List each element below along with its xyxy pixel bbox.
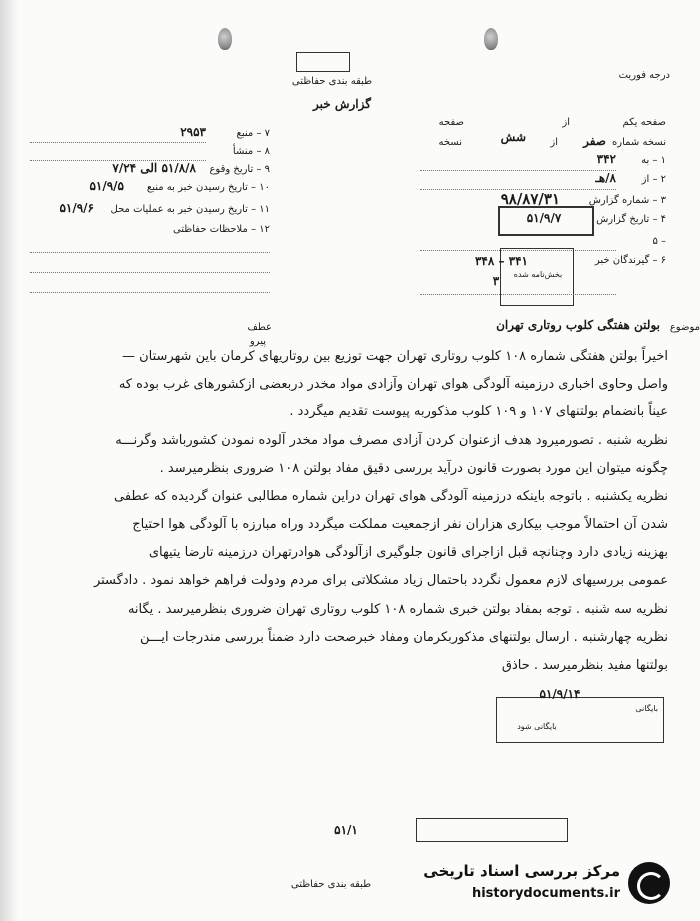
recipients-value-2: ۳	[492, 274, 500, 288]
body-line-5: چگونه میتوان این مورد بصورت قانون درآید بررسی دقیق مفاد بولتن ۱۰۸ ضروری بنظرمیرسد .	[159, 461, 668, 476]
item5-label: ۵ –	[652, 236, 666, 247]
margin-note-2: پیرو	[249, 336, 266, 347]
archive-logo-icon	[628, 862, 670, 904]
footer-stamp-box	[416, 818, 568, 842]
classification-top: طبقه بندی حفاظتی	[291, 76, 373, 87]
margin-note: عطف	[247, 322, 272, 333]
source-line	[30, 142, 206, 143]
copy-total: شش	[500, 130, 526, 144]
copy-value: صفر	[583, 134, 606, 148]
source-value: ۲۹۵۳	[180, 125, 206, 139]
copy-label: نسخه شماره	[612, 137, 666, 148]
recipients-stamp-text: بخش‌نامه شده	[513, 270, 563, 279]
body-line-2: واصل وحاوی اخباری درزمینه آلودگی هوای تهران وآزادی مواد مخدر دربعضی ازکشورهای غرب بوده که	[118, 377, 668, 392]
notes-line-2	[30, 272, 270, 273]
report-date-label: ۴ – تاریخ گزارش	[596, 214, 666, 225]
archive-label-1: بایگانی	[635, 704, 658, 713]
body-line-7: شدن آن احتمالاً موجب بیکاری هزاران نفر ازجمعیت مملکت میگردد وراه مبارزه با آلودگی هوا احتیاج	[132, 517, 668, 532]
archive-label-2: بایگانی شود	[517, 722, 557, 731]
body-line-6: نظریه یکشنبه . باتوجه باینکه درزمینه آلودگی هوای تهران دراین شماره مطالبی عنوان گردیده که عطفی	[114, 489, 668, 504]
document-title: گزارش خبر	[313, 97, 371, 111]
copy-word: نسخه	[438, 137, 462, 148]
notes-line-1	[30, 252, 270, 253]
notes-label: ۱۲ – ملاحظات حفاظتی	[172, 224, 270, 235]
origin-label: ۸ – منشأ	[232, 146, 270, 157]
body-line-8: بهزینه زیادی دارد وچنانچه قبل ازاجرای قانون جلوگیری ازآلودگی هوادرتهران درزمینه تارضا یتیهای	[148, 545, 668, 560]
subject-label: موضوع	[669, 322, 700, 333]
page-word: صفحه	[438, 117, 464, 128]
from-label: ۲ – از	[641, 174, 666, 185]
page-label: صفحه یکم	[622, 117, 666, 128]
to-label: ۱ – به	[641, 155, 666, 166]
watermark-name: مرکز بررسی اسناد تاریخی	[423, 862, 620, 880]
body-line-12: بولتنها مفید بنظرمیرسد . حاذق	[501, 658, 668, 673]
notes-line-3	[30, 292, 270, 293]
footer-stamp-text: ۵۱/۱	[334, 823, 358, 837]
punch-hole-left	[218, 28, 232, 50]
urgency-label: درجه فوریت	[618, 70, 670, 81]
from-value: ۸/هـ	[595, 171, 616, 185]
receipt-ops-label: ۱۱ – تاریخ رسیدن خبر به عملیات محل	[110, 204, 270, 215]
report-number-label: ۳ – شماره گزارش	[588, 195, 666, 206]
body-line-4: نظریه شنبه . تصورمیرود هدف ازعنوان کردن آزادی مصرف مواد مخدر آلوده نمودن کشورباشد وگرنـــه	[115, 433, 668, 448]
body-line-9: عمومی بررسیهای لازم معمول نگردد باحتمال زیاد مشکلاتی برای مردم ودولت فراهم خواهد نمود . دادگستر	[93, 573, 668, 588]
receipt-ops-value: ۵۱/۹/۶	[59, 201, 94, 215]
body-line-3: عیناً بانضمام بولتنهای ۱۰۷ و ۱۰۹ کلوب مذکوربه پیوست تقدیم میگردد .	[289, 404, 668, 419]
body-line-11: نظریه چهارشنبه . ارسال بولتنهای مذکوربکرمان ومفاد خبرصحت دارد ضمناً بررسی مندرجات ایـــن	[140, 630, 668, 645]
scan-edge	[0, 0, 18, 921]
subject-value: بولتن هفتگی کلوب روتاری تهران	[496, 318, 660, 332]
event-date-label: ۹ – تاریخ وقوع	[209, 164, 270, 175]
receipt-source-label: ۱۰ – تاریخ رسیدن خبر به منبع	[146, 182, 270, 193]
copy-of: از	[550, 137, 558, 148]
archive-date: ۵۱/۹/۱۴	[539, 687, 581, 701]
recipients-line	[420, 294, 616, 295]
top-stamp-box	[296, 52, 350, 72]
page-of: از	[562, 117, 570, 128]
recipients-value: ۳۴۸ – ۳۴۱	[474, 254, 528, 268]
event-date-value: ۵۱/۸/۸ الی ۷/۲۴	[112, 161, 196, 175]
punch-hole-right	[484, 28, 498, 50]
body-line-10: نظریه سه شنبه . توجه بمفاد بولتن خبری شماره ۱۰۸ کلوب روتاری تهران ضروری بنظرمیرسد . یگانه	[127, 602, 668, 617]
watermark-site: historydocuments.ir	[471, 886, 620, 901]
report-number-value: ۹۸/۸۷/۳۱	[500, 190, 560, 208]
to-value: ۳۴۲	[596, 152, 616, 166]
source-label: ۷ – منبع	[236, 128, 270, 139]
recipients-label: ۶ – گیرندگان خبر	[594, 255, 666, 266]
body-line-1: اخیراً بولتن هفتگی شماره ۱۰۸ کلوب روتاری تهران جهت توزیع بین روتاریهای کرمان باین شهرستان —	[121, 349, 668, 364]
classification-bottom: طبقه بندی حفاظتی	[290, 879, 372, 890]
receipt-source-value: ۵۱/۹/۵	[89, 179, 124, 193]
report-date-value: ۵۱/۹/۷	[526, 211, 562, 225]
